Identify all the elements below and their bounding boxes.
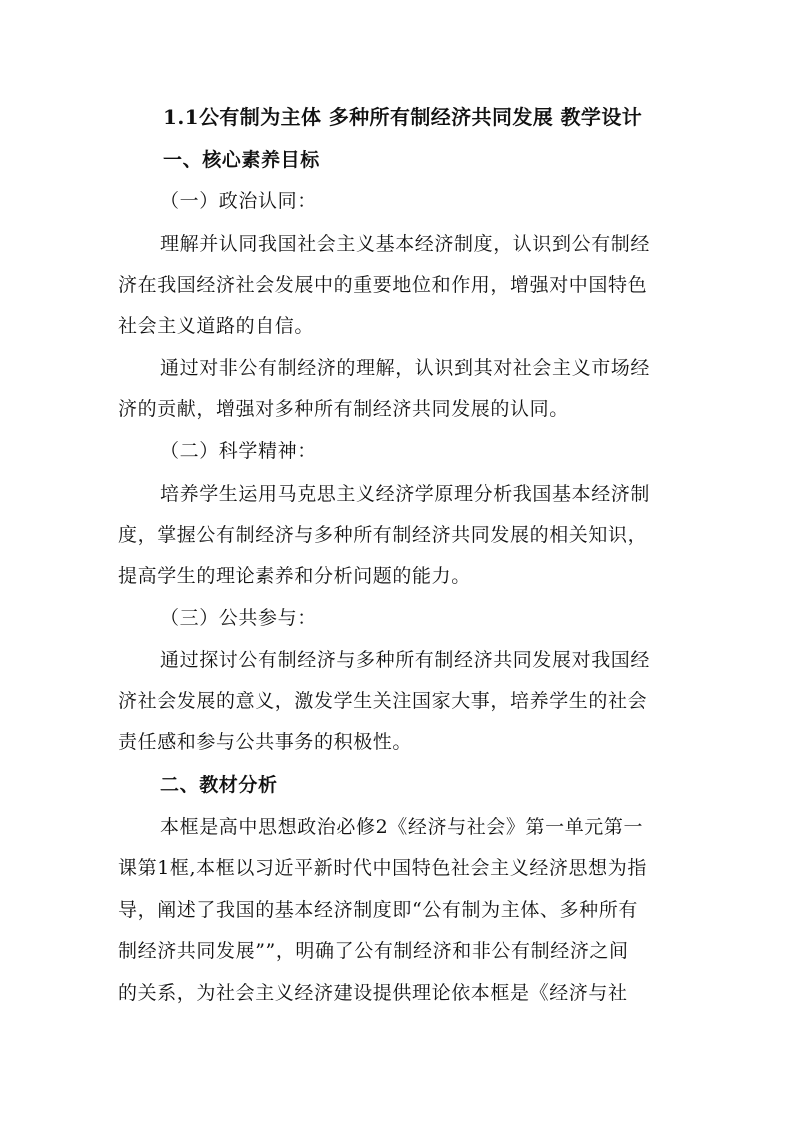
paragraph-line: 制经济共同发展””，明确了公有制经济和非公有制经济之间 <box>118 940 629 962</box>
subheading-political-identity: （一）政治认同： <box>160 190 317 212</box>
paragraph-line: 理解并认同我国社会主义基本经济制度，认识到公有制经 <box>160 233 651 255</box>
paragraph-line: 度，掌握公有制经济与多种所有制经济共同发展的相关知识， <box>118 524 648 546</box>
section-heading-textbook-analysis: 二、教材分析 <box>160 774 278 796</box>
section-heading-core-goals: 一、核心素养目标 <box>163 149 320 171</box>
paragraph-line: 社会主义道路的自信。 <box>118 315 315 337</box>
paragraph-line: 导，阐述了我国的基本经济制度即“公有制为主体、多种所有 <box>118 899 638 921</box>
paragraph-line: 提高学生的理论素养和分析问题的能力。 <box>118 565 471 587</box>
subheading-public-participation: （三）公共参与： <box>160 607 317 629</box>
paragraph-line: 通过对非公有制经济的理解，认识到其对社会主义市场经 <box>160 357 651 379</box>
paragraph-line: 责任感和参与公共事务的积极性。 <box>118 731 413 753</box>
document-title: 1.1公有制为主体 多种所有制经济共同发展 教学设计 <box>163 105 643 129</box>
paragraph-line: 济的贡献，增强对多种所有制经济共同发展的认同。 <box>118 398 569 420</box>
paragraph-line: 课第1框,本框以习近平新时代中国特色社会主义经济思想为指 <box>118 857 647 879</box>
subheading-scientific-spirit: （二）科学精神： <box>160 440 317 462</box>
paragraph-line: 的关系，为社会主义经济建设提供理论依本框是《经济与社 <box>118 982 628 1004</box>
paragraph-line: 培养学生运用马克思主义经济学原理分析我国基本经济制 <box>160 483 651 505</box>
paragraph-line: 济在我国经济社会发展中的重要地位和作用，增强对中国特色 <box>118 274 648 296</box>
paragraph-line: 本框是高中思想政治必修2《经济与社会》第一单元第一 <box>160 816 644 838</box>
paragraph-line: 通过探讨公有制经济与多种所有制经济共同发展对我国经 <box>160 649 651 671</box>
paragraph-line: 济社会发展的意义，激发学生关注国家大事，培养学生的社会 <box>118 690 648 712</box>
